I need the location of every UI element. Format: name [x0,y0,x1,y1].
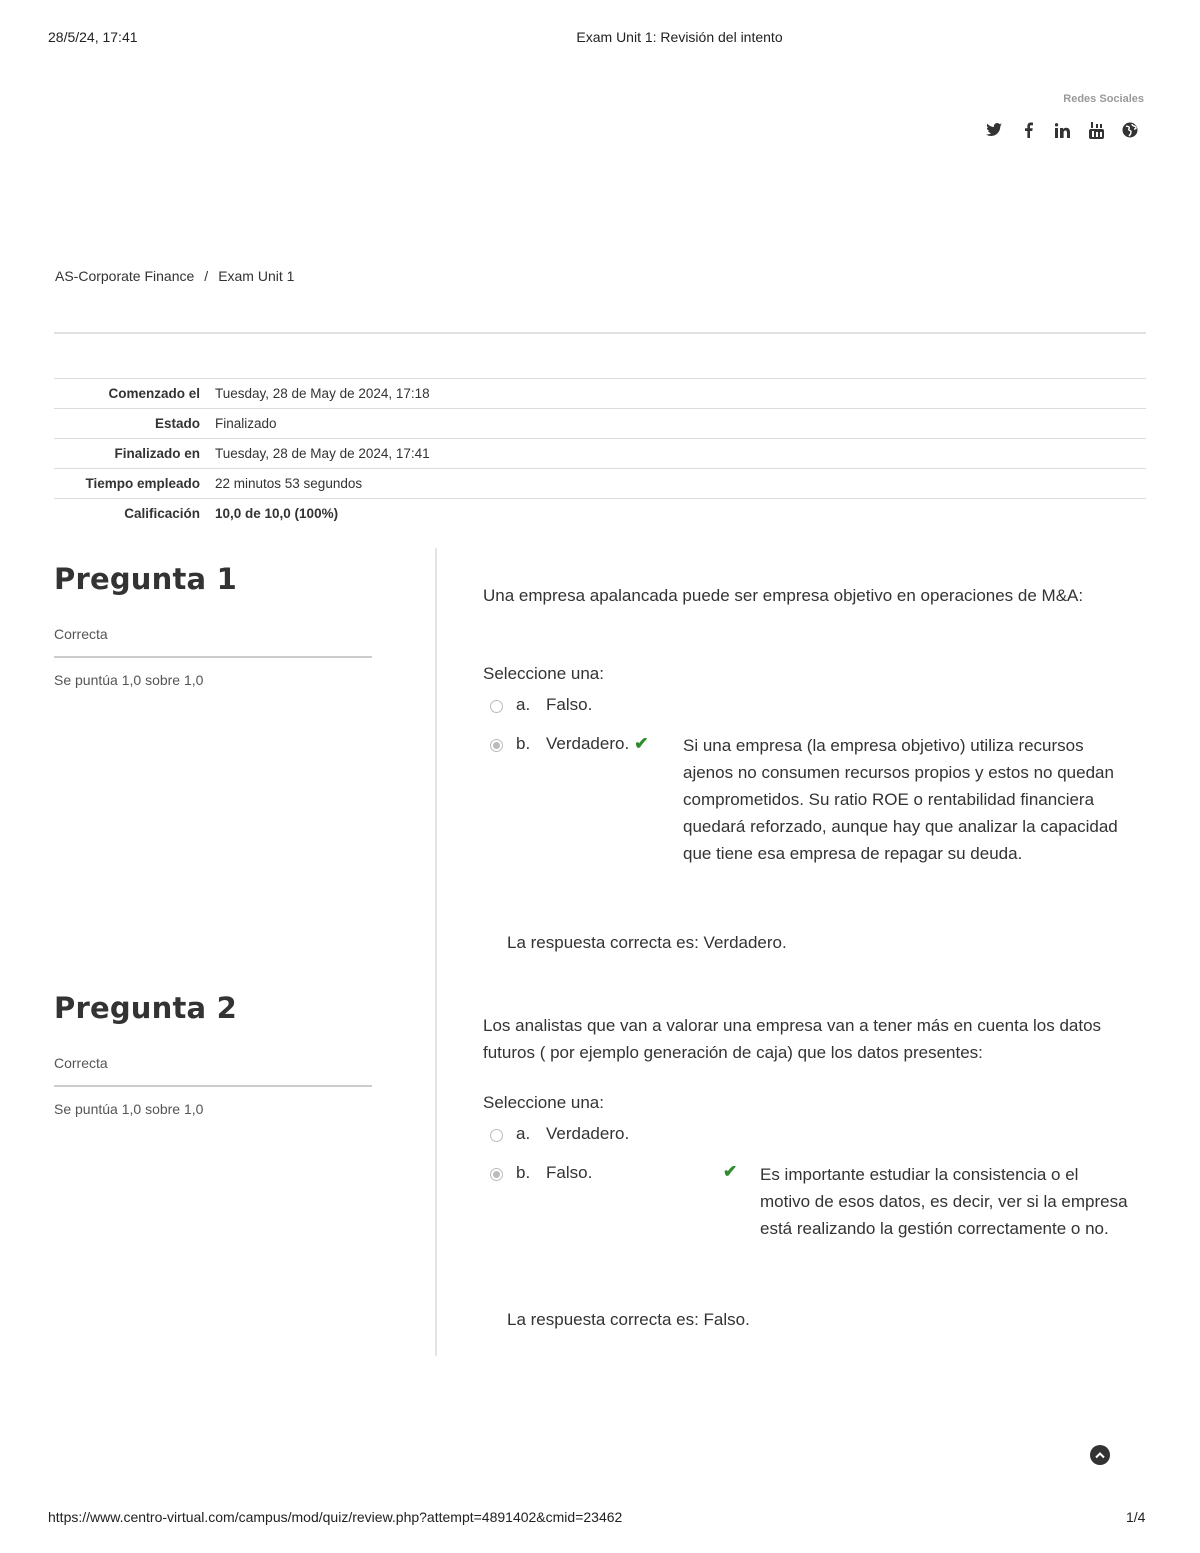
check-icon: ✔ [723,1162,738,1181]
summary-label: Finalizado en [114,446,200,461]
question-state: Correcta [54,626,372,658]
print-page-number: 1/4 [1126,1509,1146,1525]
question-1-prompt: Seleccione una: [483,664,604,683]
divider [54,332,1146,334]
radio-button[interactable] [490,1129,503,1142]
question-grade: Se puntúa 1,0 sobre 1,0 [54,1101,204,1117]
back-to-top-button[interactable] [1090,1445,1110,1465]
question-2-option-b[interactable] [490,1163,592,1183]
option-letter: a. [516,695,531,714]
option-label: Falso. [546,1163,593,1182]
summary-value: 22 minutos 53 segundos [215,476,363,491]
summary-row-time-taken [54,469,1146,499]
question-1-feedback: Si una empresa (la empresa objetivo) utiliza recursos ajenos no consumen recursos propios y estos no quedan comprometidos. Su ratio ROE o rentabilidad financiera quedará reforzado, aunque hay que analizar la capacidad que tiene esa empresa de repagar su deuda. [683,736,1118,863]
question-1-text: Una empresa apalancada puede ser empresa objetivo en operaciones de M&A: [483,586,1084,605]
option-label: Verdadero. [546,1124,630,1143]
summary-row-finished [54,439,1146,469]
question-1-option-b[interactable] [490,734,648,754]
summary-value: Tuesday, 28 de May de 2024, 17:18 [215,386,430,401]
summary-label: Estado [154,416,200,431]
question-title: Pregunta 1 [54,562,237,596]
summary-label: Calificación [124,506,200,521]
summary-label: Tiempo empleado [85,476,200,491]
facebook-icon[interactable] [1018,120,1038,140]
question-2-option-a[interactable] [490,1124,629,1144]
summary-value: 10,0 de 10,0 (100%) [215,506,339,521]
globe-icon[interactable] [1120,120,1140,140]
print-page-title: Exam Unit 1: Revisión del intento [576,29,783,45]
option-letter: b. [516,734,531,753]
question-title: Pregunta 2 [54,991,237,1025]
radio-button-selected[interactable] [490,739,503,752]
social-label: Redes Sociales [1063,93,1144,105]
print-datetime: 28/5/24, 17:41 [48,29,138,45]
breadcrumb-page-link[interactable]: Exam Unit 1 [218,268,295,284]
option-label: Falso. [546,695,593,714]
print-url: https://www.centro-virtual.com/campus/mod/quiz/review.php?attempt=4891402&cmid=23462 [48,1509,623,1525]
breadcrumb-separator: / [204,268,209,284]
question-column-divider [435,548,437,1356]
linkedin-icon[interactable] [1052,120,1072,140]
summary-row-grade [54,499,1146,529]
chevron-up-icon [1095,1451,1105,1459]
question-state: Correcta [54,1055,372,1087]
question-2-info [54,991,372,1117]
question-1-right-answer: La respuesta correcta es: Verdadero. [507,933,787,952]
youtube-icon[interactable] [1086,120,1106,140]
option-label: Verdadero. [546,734,630,753]
question-2-text: Los analistas que van a valorar una empresa van a tener más en cuenta los datos futuros ( por ejemplo generación de caja) que los datos presentes: [483,1016,1102,1062]
check-icon: ✔ [634,734,649,753]
summary-label: Comenzado el [108,386,200,401]
summary-row-state [54,409,1146,439]
question-2-prompt: Seleccione una: [483,1093,604,1112]
attempt-summary-table [54,378,1146,528]
radio-button-selected[interactable] [490,1168,503,1181]
summary-row-started [54,379,1146,409]
question-2-right-answer: La respuesta correcta es: Falso. [507,1310,750,1329]
question-1-info [54,562,372,688]
option-letter: a. [516,1124,531,1143]
question-grade: Se puntúa 1,0 sobre 1,0 [54,672,204,688]
option-letter: b. [516,1163,531,1182]
summary-value: Finalizado [215,416,277,431]
social-links [984,120,1140,140]
question-2-feedback: Es importante estudiar la consistencia o el motivo de esos datos, es decir, ver si la empresa está realizando la gestión correctamente o no. [760,1165,1128,1238]
radio-button[interactable] [490,700,503,713]
breadcrumb [55,268,294,284]
breadcrumb-course-link[interactable]: AS-Corporate Finance [55,268,195,284]
twitter-icon[interactable] [984,120,1004,140]
summary-value: Tuesday, 28 de May de 2024, 17:41 [215,446,430,461]
question-1-option-a[interactable] [490,695,592,715]
